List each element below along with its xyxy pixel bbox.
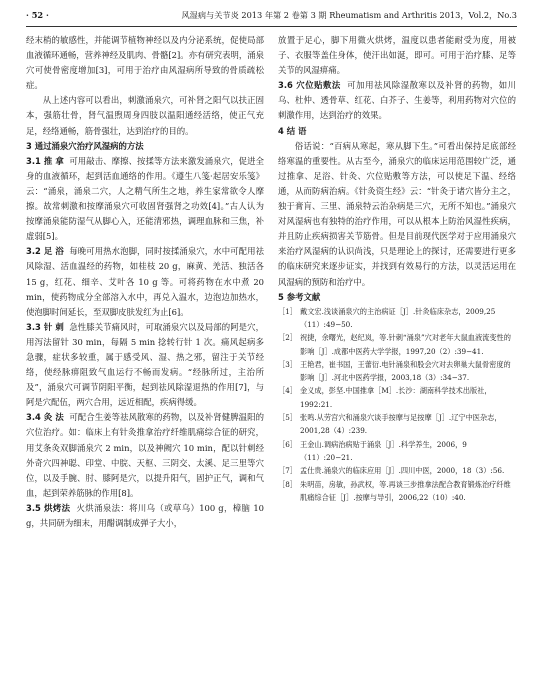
subsection-3-6 (278, 78, 516, 123)
paragraph: 俗话说：“百病从寒起，寒从脚下生。”可看出保持足底部经络寒温的重要性。从古至今，涌泉穴的临床运用范围较广泛，通过推拿、足浴、针灸、穴位贴敷等方法，可以使足下温、经络通，从而防病治病。《针灸资生经》云：“针灸于诸穴皆分主之，独于膏肓、三里、涌泉特云治杂病是三穴，无所不知也。”涌泉穴对风湿病也有独特的治疗作用，可以从根本上防治风湿性疾病，并且防止疾病损害关节筋骨。但是目前现代医学对于应用涌泉穴来治疗风湿病的认识尚浅，只是理论上的探讨，还需要进行更多的临床研究来逐步证实，并找到有效易行的方法，以灵活运用在风湿病的预防和治疗中。 (278, 140, 516, 287)
reference-item (278, 358, 516, 385)
reference-item (278, 438, 516, 465)
reference-text: 金义成，彭坚.中国推拿［M］.长沙：湖南科学技术出版社，1992:21. (300, 386, 492, 409)
reference-item (278, 305, 516, 332)
subsection-text: 每晚可用热水泡脚，同时按揉涌泉穴，水中可配用祛风除湿、活血温经的药物，如桂枝 20 g，麻黄、羌活、独活各 15 g，红花、细辛、艾叶各 10 g 等。可将药物在水中煮 20 min，使药物成分全部溶入水中，再兑入温水，边泡边加热水，使泡脚时间延长，至双脚皮肤发红为止[6]。 (26, 246, 264, 317)
subsection-title: 3.2 足 浴 (26, 246, 64, 257)
reference-text: 孟仕贵.涌泉穴的临床应用［J］.四川中医，2000，18（3）:56. (300, 466, 505, 476)
subsection-3-1 (26, 154, 264, 245)
subsection-title: 3.4 灸 法 (26, 412, 64, 423)
reference-text: 王艳君，崔书国，王蕾衍.电针涌泉和股会穴对去卵巢大鼠骨密度的影响［J］.河北中医药学报，2003,18（3）:34−37. (300, 359, 511, 383)
reference-number: ［1］ (278, 306, 297, 316)
reference-number: ［8］ (278, 479, 297, 489)
subsection-title: 3.6 穴位贴敷法 (278, 80, 341, 91)
reference-number: ［7］ (278, 466, 297, 476)
subsection-title: 3.1 推 拿 (26, 155, 64, 166)
reference-item (278, 464, 516, 477)
subsection-title: 3.5 烘烤法 (26, 502, 71, 513)
subsection-title: 3.3 针 刺 (26, 321, 64, 332)
subsection-3-3 (26, 320, 264, 411)
right-column (278, 33, 516, 531)
subsection-text: 可配合生姜等祛风散寒的药物，以及补肾健脾温阳的穴位治疗。如：临床上有针灸推拿治疗纤维肌痛综合征的研究，用艾条灸双脚涌泉穴 2 min，以及神阙穴 10 min，配以针刺经外奇穴四神聪、印堂、中脘、天枢、三阴交、太溪、足三里等穴位，以及手腕、肘、膝阿是穴，以提升阳气，固护正气，调和气血，起到荣养筋脉的作用[8]。 (26, 412, 264, 498)
reference-text: 王金山.调病治病贴于涌泉［J］.科学养生，2006，9（11）:20−21. (300, 439, 467, 462)
section-heading-3: 3 通过涌泉穴治疗风湿病的方法 (26, 140, 144, 151)
paragraph: 经末梢的敏感性，并能调节植物神经以及内分泌系统，促使局部血液循环通畅，营养神经及肌肉、骨骼[2]。亦有研究表明，涌泉穴可使骨密度增加[3]，可用于治疗由风湿病所导致的骨质疏松症。 (26, 35, 264, 91)
reference-text: 张鸣.从劳宫穴和涌泉穴谈手按摩与足按摩［J］.辽宁中医杂志，2001,28（4）:239. (300, 413, 502, 436)
subsection-text: 火烘涌泉法：将川乌（或草乌）100 g，樟脑 10 g，共同研为细末，用醋调制成弹子大小， (26, 502, 265, 528)
two-column-body (26, 33, 517, 531)
subsection-text: 急性膝关节痛风时，可取涌泉穴以及局部的阿是穴，用泻法留针 30 min，每隔 5 min 捻转行针 1 次。痛风起病多急骤，症状多较重，属于感受风、湿、热之邪，留注于关节经络，使经脉痹阻致气血运行不畅而发病。“经脉所过，主治所及”，涌泉穴可调节阴阳平衡，起到祛风除湿退热的作用[7]，与阿是穴配伍，两穴合用，远近相配，疾病得缓。 (26, 321, 264, 408)
left-column (26, 33, 264, 531)
reference-number: ［3］ (278, 359, 297, 369)
reference-item (278, 478, 516, 505)
subsection-3-5 (26, 501, 264, 531)
subsection-text: 可用敲击、摩擦、按揉等方法来激发涌泉穴，促进全身的血液循环，起到活血通络的作用。《遵生八笺·起居安乐笺》云：“涌泉，涌泉二穴，人之精气所生之地，养生家常欲令人摩擦。故常刺激和按摩涌泉穴可收固肾强肾之功效[4]。”古人认为按摩涌泉能防湿气从脚心入，还能清邪热，调理血脉和三焦，补虚弱[5]。 (26, 155, 264, 242)
reference-number: ［4］ (278, 386, 297, 396)
subsection-3-4 (26, 410, 264, 501)
running-header (26, 10, 517, 27)
reference-number: ［2］ (278, 333, 297, 343)
subsection-3-2 (26, 244, 264, 319)
reference-number: ［5］ (278, 413, 297, 423)
paragraph: 从上述内容可以看出，刺激涌泉穴，可补肾之阳气以扶正固本，强筋壮骨，肾气温煦周身四肢以温阳通经活络，使正气充足，经络通畅，筋骨强壮，达到治疗的目的。 (26, 95, 264, 136)
page-number: · 52 · (26, 10, 49, 20)
reference-list (278, 305, 516, 504)
subsection-text: 可加用祛风除湿散寒以及补肾的药物，如川乌、杜仲、透骨草、红花、白芥子、生姜等，利用药物对穴位的刺激作用，达到治疗的效果。 (278, 80, 517, 121)
paragraph: 放置于足心，脚下用微火烘烤，温度以患者能耐受为度，用被子、衣服等盖住身体，使汗出如涎，即可。可用于治疗膝、足等关节的风湿痹痛。 (278, 35, 516, 76)
section-heading-4: 4 结 语 (278, 125, 307, 136)
reference-number: ［6］ (278, 439, 297, 449)
reference-text: 戴文宏.浅谈涌泉穴的主治病证［J］.针灸临床杂志，2009,25（11）:49−50. (300, 306, 496, 329)
reference-item (278, 411, 516, 438)
reference-text: 祝捷，余曙光，赵纪岚，等.针刺“涌泉”穴对老年大鼠血液流变性的影响［J］.成都中医药大学学报，1997,20（2）:39−41. (300, 333, 511, 356)
reference-item (278, 331, 516, 358)
reference-text: 朱明苗，房敏，孙武权，等.再谈三步推拿法配合教育锻炼治疗纤维肌痛综合征［J］.按摩与导引，2006,22（10）:40. (300, 479, 511, 502)
reference-item (278, 384, 516, 411)
journal-header: 风湿病与关节炎 2013 年第 2 卷第 3 期 Rheumatism and Arthritis 2013，Vol.2，No.3 (181, 10, 517, 20)
references-heading: 5 参考文献 (278, 291, 321, 302)
